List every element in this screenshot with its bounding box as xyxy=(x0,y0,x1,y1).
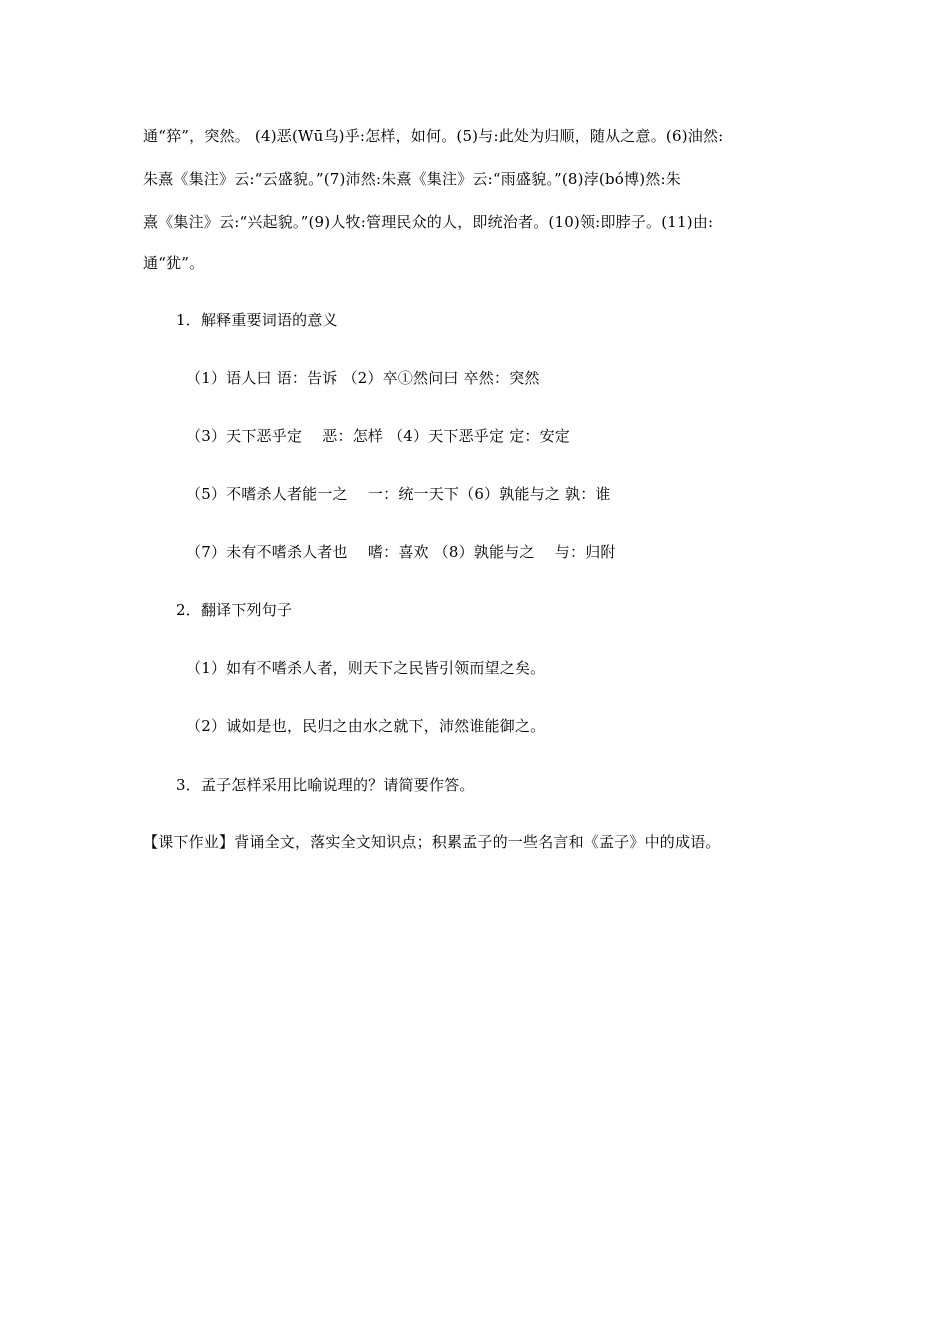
section2-item-1: （1）如有不嗜杀人者，则天下之民皆引领而望之矣。 xyxy=(186,659,546,677)
section1-item-4: （7）未有不嗜杀人者也 嗜：喜欢 （8）孰能与之 与：归附 xyxy=(186,543,616,561)
section1-heading: 1．解释重要词语的意义 xyxy=(176,311,338,329)
notes-line-3: 熹《集注》云:“兴起貌。”(9)人牧:管理民众的人，即统治者。(10)领:即脖子。(11)由: xyxy=(143,213,714,231)
section1-item-1: （1）语人曰 语：告诉 （2）卒①然问曰 卒然：突然 xyxy=(186,369,540,387)
section3-heading: 3．孟子怎样采用比喻说理的？请简要作答。 xyxy=(176,776,475,794)
notes-line-4: 通“犹”。 xyxy=(143,254,205,272)
notes-line-1: 通“猝”，突然。 (4)恶(Wū乌)乎:怎样，如何。(5)与:此处为归顺，随从之意。(6)油然: xyxy=(143,127,724,145)
section1-item-3: （5）不嗜杀人者能一之 一：统一天下（6）孰能与之 孰：谁 xyxy=(186,485,611,503)
section1-item-2: （3）天下恶乎定 恶：怎样 （4）天下恶乎定 定：安定 xyxy=(186,427,570,445)
section2-item-2: （2）诚如是也，民归之由水之就下，沛然谁能御之。 xyxy=(186,717,546,735)
notes-line-2: 朱熹《集注》云:“云盛貌。”(7)沛然:朱熹《集注》云:“雨盛貌。”(8)浡(bó博)然:朱 xyxy=(143,170,681,188)
section2-heading: 2．翻译下列句子 xyxy=(176,601,293,619)
homework-text: 【课下作业】背诵全文，落实全文知识点；积累孟子的一些名言和《孟子》中的成语。 xyxy=(143,833,721,851)
